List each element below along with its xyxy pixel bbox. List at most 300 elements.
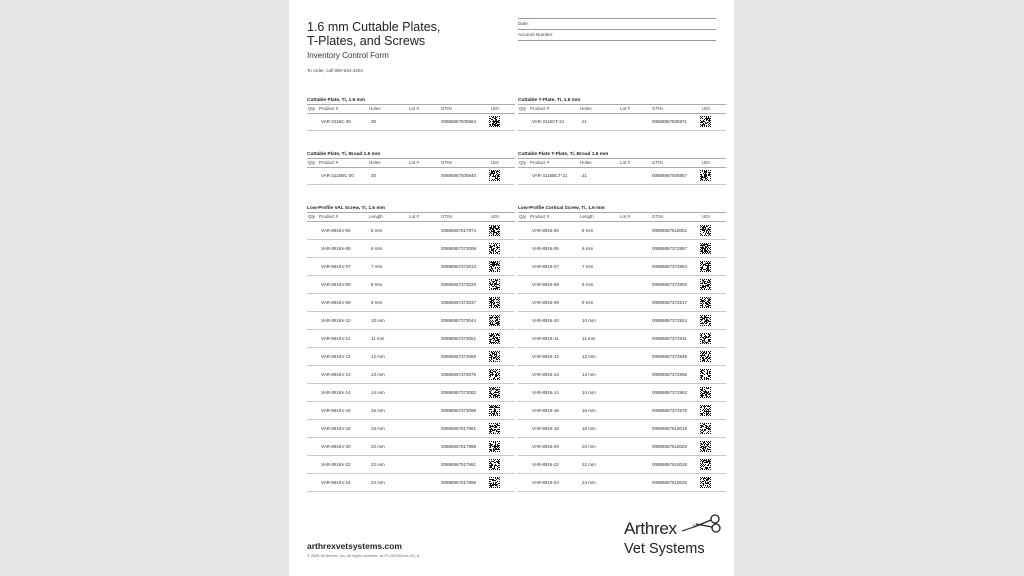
- header-udi: UDI: [491, 106, 499, 111]
- gtin-value: 00888867372924: [652, 318, 688, 323]
- gtin-value: 00888867517998: [441, 480, 477, 485]
- header-lot: Lot #: [409, 214, 420, 219]
- table-row: [307, 384, 515, 402]
- section-cuttable-plate: [307, 97, 515, 131]
- gtin-value: 00888867373020: [441, 282, 477, 287]
- account-number-field[interactable]: Account Number:: [518, 29, 716, 41]
- header-udi: UDI: [491, 214, 499, 219]
- table-row: [518, 456, 726, 474]
- length-value: 16 mm: [371, 408, 385, 413]
- lot-cell[interactable]: [409, 222, 437, 239]
- qty-cell[interactable]: [308, 402, 318, 419]
- gtin-value: 00888867372894: [652, 264, 688, 269]
- product-number: VAR-8916V-12: [321, 354, 351, 359]
- table-row: [518, 330, 726, 348]
- form-subtitle: Inventory Control Form: [307, 51, 389, 60]
- gtin-value: 00888867373013: [441, 264, 477, 269]
- gtin-value: 00888867518018: [652, 426, 688, 431]
- qty-cell[interactable]: [308, 258, 318, 275]
- length-value: 7 mm: [582, 264, 594, 269]
- gtin-value: 00888867505964: [441, 119, 477, 124]
- header-gtin: GTIN: [652, 214, 663, 219]
- title-line-1: 1.6 mm Cuttable Plates,: [307, 20, 441, 34]
- lot-cell[interactable]: [409, 330, 437, 347]
- header-product: Product #: [530, 214, 550, 219]
- table-row: [307, 330, 515, 348]
- section-title: Low-Profile VAL Screw, Ti, 1.6 mm: [307, 206, 385, 211]
- section-title: Low-Profile Cortical Screw, Ti, 1.6 mm: [518, 206, 605, 211]
- length-value: 12 mm: [371, 354, 385, 359]
- udi-barcode-icon: [489, 315, 500, 326]
- gtin-value: 00888867517974: [441, 228, 477, 233]
- lot-cell[interactable]: [620, 294, 648, 311]
- table-row: [518, 366, 726, 384]
- table-header: [307, 158, 515, 168]
- form-page: [289, 0, 734, 576]
- length-value: 10 mm: [582, 318, 596, 323]
- holes-value: 21: [582, 119, 588, 124]
- gtin-value: 00888867518025: [652, 444, 688, 449]
- gtin-value: 00888867517981: [441, 462, 477, 467]
- lot-cell[interactable]: [620, 474, 648, 491]
- section-cuttable-plate-broad: [307, 151, 515, 185]
- header-qty: Qty: [519, 214, 527, 219]
- length-value: 18 mm: [371, 426, 385, 431]
- lot-cell[interactable]: [620, 348, 648, 365]
- holes-value: 30: [371, 173, 377, 178]
- product-number: VAR-8916V-06: [321, 246, 351, 251]
- qty-cell[interactable]: [308, 168, 318, 184]
- qty-cell[interactable]: [308, 330, 318, 347]
- table-row: [307, 276, 515, 294]
- udi-barcode-icon: [489, 279, 500, 290]
- gtin-value: 00888867518025: [652, 480, 688, 485]
- udi-barcode-icon: [700, 477, 711, 488]
- qty-cell[interactable]: [519, 438, 529, 455]
- scissors-icon: [678, 513, 724, 535]
- lot-cell[interactable]: [409, 384, 437, 401]
- lot-cell[interactable]: [620, 366, 648, 383]
- lot-cell[interactable]: [620, 168, 648, 184]
- header-lot: Lot #: [409, 160, 420, 165]
- qty-cell[interactable]: [308, 294, 318, 311]
- length-value: 12 mm: [582, 354, 596, 359]
- lot-cell[interactable]: [409, 168, 437, 184]
- gtin-value: 00888867517998: [441, 444, 477, 449]
- lot-cell[interactable]: [620, 420, 648, 437]
- qty-cell[interactable]: [308, 366, 318, 383]
- lot-cell[interactable]: [620, 276, 648, 293]
- udi-barcode-icon: [489, 116, 500, 127]
- length-value: 8 mm: [371, 282, 383, 287]
- qty-cell[interactable]: [519, 402, 529, 419]
- table-row: [307, 168, 515, 185]
- udi-barcode-icon: [489, 369, 500, 380]
- table-row: [518, 258, 726, 276]
- holes-value: 30: [371, 119, 377, 124]
- section-lp-cortical-screw: [518, 205, 726, 492]
- table-row: [307, 222, 515, 240]
- length-value: 20 mm: [371, 444, 385, 449]
- lot-cell[interactable]: [409, 366, 437, 383]
- table-row: [307, 402, 515, 420]
- product-number: VAR-8916-14: [532, 390, 559, 395]
- header-length: Length: [580, 214, 594, 219]
- table-row: [307, 366, 515, 384]
- header-lot: Lot #: [409, 106, 420, 111]
- length-value: 11 mm: [371, 336, 385, 341]
- arthrex-logo: [623, 513, 723, 565]
- product-number: VAR-8916V-05: [321, 228, 351, 233]
- qty-cell[interactable]: [519, 330, 529, 347]
- qty-cell[interactable]: [308, 474, 318, 491]
- table-header: [307, 212, 515, 222]
- header-udi: UDI: [702, 106, 710, 111]
- length-value: 13 mm: [371, 372, 385, 377]
- logo-wordmark: Arthrex: [624, 519, 677, 538]
- qty-cell[interactable]: [308, 114, 318, 130]
- length-value: 22 mm: [371, 462, 385, 467]
- lot-cell[interactable]: [620, 384, 648, 401]
- lot-cell[interactable]: [620, 240, 648, 257]
- header-qty: Qty: [308, 106, 316, 111]
- header-product: Product #: [530, 160, 550, 165]
- table-row: [518, 168, 726, 185]
- table-row: [518, 312, 726, 330]
- holes-value: 21: [582, 173, 588, 178]
- product-number: VAR-8916-24: [532, 480, 559, 485]
- table-row: [307, 456, 515, 474]
- gtin-value: 00888867372917: [652, 300, 688, 305]
- length-value: 10 mm: [371, 318, 385, 323]
- qty-cell[interactable]: [519, 474, 529, 491]
- table-row: [518, 222, 726, 240]
- qty-cell[interactable]: [519, 240, 529, 257]
- header-gtin: GTIN: [441, 106, 452, 111]
- length-value: 24 mm: [582, 480, 596, 485]
- table-row: [307, 348, 515, 366]
- header-product: Product #: [319, 106, 339, 111]
- udi-barcode-icon: [489, 423, 500, 434]
- length-value: 11 mm: [582, 336, 596, 341]
- product-number: VAR-3116C-30: [321, 119, 351, 124]
- header-lot: Lot #: [620, 160, 631, 165]
- udi-barcode-icon: [489, 297, 500, 308]
- section-cuttable-tplate-broad: [518, 151, 726, 185]
- header-gtin: GTIN: [441, 160, 452, 165]
- gtin-value: 00888867372962: [652, 390, 688, 395]
- table-row: [307, 474, 515, 492]
- lot-cell[interactable]: [620, 438, 648, 455]
- lot-cell[interactable]: [620, 114, 648, 130]
- table-header: [307, 104, 515, 114]
- lot-cell[interactable]: [409, 258, 437, 275]
- header-udi: UDI: [702, 214, 710, 219]
- qty-cell[interactable]: [308, 240, 318, 257]
- product-number: VAR-8916V-20: [321, 444, 351, 449]
- length-value: 9 mm: [582, 300, 594, 305]
- gtin-value: 00888867517981: [441, 426, 477, 431]
- qty-cell[interactable]: [519, 276, 529, 293]
- table-row: [518, 240, 726, 258]
- udi-barcode-icon: [700, 405, 711, 416]
- product-number: VAR-3116CT-21: [532, 119, 565, 124]
- table-row: [518, 276, 726, 294]
- udi-barcode-icon: [700, 279, 711, 290]
- date-field[interactable]: Date:: [518, 18, 716, 29]
- gtin-value: 00888867373082: [441, 390, 477, 395]
- table-row: [518, 474, 726, 492]
- qty-cell[interactable]: [519, 456, 529, 473]
- gtin-value: 00888867518018: [652, 462, 688, 467]
- section-title: Cuttable Plate, Ti, Broad 1.6 mm: [307, 152, 381, 157]
- lot-cell[interactable]: [409, 114, 437, 130]
- product-number: VAR-8916V-07: [321, 264, 351, 269]
- length-value: 14 mm: [582, 390, 596, 395]
- product-number: VAR-8916-09: [532, 300, 559, 305]
- length-value: 18 mm: [582, 426, 596, 431]
- length-value: 16 mm: [582, 408, 596, 413]
- udi-barcode-icon: [700, 116, 711, 127]
- table-row: [307, 312, 515, 330]
- lot-cell[interactable]: [409, 420, 437, 437]
- table-row: [307, 240, 515, 258]
- udi-barcode-icon: [489, 225, 500, 236]
- table-row: [518, 114, 726, 131]
- product-number: VAR-8916V-10: [321, 318, 351, 323]
- udi-barcode-icon: [489, 170, 500, 181]
- qty-cell[interactable]: [308, 438, 318, 455]
- qty-cell[interactable]: [308, 384, 318, 401]
- lot-cell[interactable]: [620, 402, 648, 419]
- lot-cell[interactable]: [620, 222, 648, 239]
- qty-cell[interactable]: [519, 222, 529, 239]
- udi-barcode-icon: [700, 423, 711, 434]
- udi-barcode-icon: [700, 315, 711, 326]
- table-row: [518, 384, 726, 402]
- qty-cell[interactable]: [308, 222, 318, 239]
- udi-barcode-icon: [700, 459, 711, 470]
- table-row: [518, 294, 726, 312]
- section-cuttable-tplate: [518, 97, 726, 131]
- gtin-value: 00888867373037: [441, 300, 477, 305]
- header-holes: Holes: [369, 160, 381, 165]
- product-number: VAR-8916-13: [532, 372, 559, 377]
- gtin-value: 00888867505971: [652, 119, 688, 124]
- product-number: VAR-8916-11: [532, 336, 559, 341]
- table-row: [307, 114, 515, 131]
- udi-barcode-icon: [489, 351, 500, 362]
- page-title: [307, 20, 440, 48]
- header-product: Product #: [530, 106, 550, 111]
- gtin-value: 00888867372887: [652, 246, 688, 251]
- udi-barcode-icon: [489, 261, 500, 272]
- lot-cell[interactable]: [409, 240, 437, 257]
- product-number: VAR-8916V-09: [321, 300, 351, 305]
- product-number: VAR-8916-05: [532, 228, 559, 233]
- product-number: VAR-3116BCT-21: [532, 173, 568, 178]
- lot-cell[interactable]: [620, 258, 648, 275]
- lot-cell[interactable]: [409, 438, 437, 455]
- product-number: VAR-8916V-24: [321, 480, 351, 485]
- product-number: VAR-3116BC-30: [321, 173, 354, 178]
- gtin-value: 00888867372900: [652, 282, 688, 287]
- qty-cell[interactable]: [308, 456, 318, 473]
- table-row: [307, 420, 515, 438]
- qty-cell[interactable]: [519, 384, 529, 401]
- gtin-value: 00888867373051: [441, 336, 477, 341]
- website-link[interactable]: arthrexvetsystems.com: [307, 541, 402, 551]
- header-length: Length: [369, 214, 383, 219]
- udi-barcode-icon: [489, 477, 500, 488]
- udi-barcode-icon: [700, 351, 711, 362]
- product-number: VAR-8916-07: [532, 264, 559, 269]
- table-row: [307, 294, 515, 312]
- product-number: VAR-8916V-18: [321, 426, 351, 431]
- gtin-value: 00888867505957: [652, 173, 688, 178]
- qty-cell[interactable]: [519, 258, 529, 275]
- product-number: VAR-8916-20: [532, 444, 559, 449]
- table-row: [518, 438, 726, 456]
- length-value: 22 mm: [582, 462, 596, 467]
- lot-cell[interactable]: [409, 312, 437, 329]
- udi-barcode-icon: [700, 441, 711, 452]
- gtin-value: 00888867373075: [441, 372, 477, 377]
- section-lp-val-screw: [307, 205, 515, 492]
- product-number: VAR-8916-18: [532, 426, 559, 431]
- header-udi: UDI: [491, 160, 499, 165]
- length-value: 7 mm: [371, 264, 383, 269]
- product-number: VAR-8916V-22: [321, 462, 351, 467]
- length-value: 6 mm: [371, 246, 383, 251]
- lot-cell[interactable]: [409, 456, 437, 473]
- product-number: VAR-8916V-14: [321, 390, 351, 395]
- header-qty: Qty: [519, 106, 527, 111]
- length-value: 8 mm: [582, 282, 594, 287]
- lot-cell[interactable]: [620, 330, 648, 347]
- header-holes: Holes: [580, 106, 592, 111]
- order-phone: To order, call 800-934-4404: [307, 68, 363, 73]
- header-lot: Lot #: [620, 214, 631, 219]
- header-qty: Qty: [308, 214, 316, 219]
- udi-barcode-icon: [700, 297, 711, 308]
- table-row: [518, 420, 726, 438]
- table-header: [518, 158, 726, 168]
- udi-barcode-icon: [700, 170, 711, 181]
- gtin-value: 00888867373006: [441, 246, 477, 251]
- table-header: [518, 212, 726, 222]
- udi-barcode-icon: [489, 333, 500, 344]
- header-gtin: GTIN: [441, 214, 452, 219]
- udi-barcode-icon: [700, 243, 711, 254]
- header-product: Product #: [319, 214, 339, 219]
- product-number: VAR-8916V-13: [321, 372, 351, 377]
- udi-barcode-icon: [700, 387, 711, 398]
- header-qty: Qty: [308, 160, 316, 165]
- lot-cell[interactable]: [620, 312, 648, 329]
- qty-cell[interactable]: [519, 114, 529, 130]
- qty-cell[interactable]: [519, 294, 529, 311]
- qty-cell[interactable]: [308, 312, 318, 329]
- udi-barcode-icon: [489, 243, 500, 254]
- qty-cell[interactable]: [519, 168, 529, 184]
- product-number: VAR-8916-22: [532, 462, 559, 467]
- length-value: 14 mm: [371, 390, 385, 395]
- gtin-value: 00888867505940: [441, 173, 477, 178]
- product-number: VAR-8916V-11: [321, 336, 351, 341]
- product-number: VAR-8916-08: [532, 282, 559, 287]
- length-value: 9 mm: [371, 300, 383, 305]
- section-title: Cuttable Plate, Ti, 1.6 mm: [307, 98, 366, 103]
- header-lot: Lot #: [620, 106, 631, 111]
- lot-cell[interactable]: [409, 294, 437, 311]
- table-header: [518, 104, 726, 114]
- qty-cell[interactable]: [308, 348, 318, 365]
- length-value: 5 mm: [371, 228, 383, 233]
- header-udi: UDI: [702, 160, 710, 165]
- table-row: [307, 258, 515, 276]
- qty-cell[interactable]: [519, 312, 529, 329]
- udi-barcode-icon: [489, 387, 500, 398]
- lot-cell[interactable]: [620, 456, 648, 473]
- product-number: VAR-8916V-08: [321, 282, 351, 287]
- copyright-text: © 2025-06 Arthrex, Inc. All rights reserved. ss-F1-090183-en-US_A: [307, 554, 420, 558]
- udi-barcode-icon: [489, 459, 500, 470]
- header-qty: Qty: [519, 160, 527, 165]
- lot-cell[interactable]: [409, 402, 437, 419]
- qty-cell[interactable]: [519, 348, 529, 365]
- gtin-value: 00888867373068: [441, 354, 477, 359]
- gtin-value: 00888867518001: [652, 228, 688, 233]
- title-line-2: T-Plates, and Screws: [307, 34, 426, 48]
- gtin-value: 00888867372948: [652, 354, 688, 359]
- length-value: 24 mm: [371, 480, 385, 485]
- product-number: VAR-8916-12: [532, 354, 559, 359]
- header-holes: Holes: [580, 160, 592, 165]
- section-title: Cuttable T-Plate, Ti, 1.6 mm: [518, 98, 581, 103]
- gtin-value: 00888867373099: [441, 408, 477, 413]
- gtin-value: 00888867372979: [652, 408, 688, 413]
- qty-cell[interactable]: [519, 366, 529, 383]
- header-gtin: GTIN: [652, 160, 663, 165]
- table-row: [307, 438, 515, 456]
- gtin-value: 00888867373044: [441, 318, 477, 323]
- logo-subtitle: Vet Systems: [624, 541, 705, 557]
- table-row: [518, 402, 726, 420]
- lot-cell[interactable]: [409, 276, 437, 293]
- logo-registered: ®: [693, 524, 696, 528]
- lot-cell[interactable]: [409, 348, 437, 365]
- qty-cell[interactable]: [308, 276, 318, 293]
- header-gtin: GTIN: [652, 106, 663, 111]
- length-value: 20 mm: [582, 444, 596, 449]
- udi-barcode-icon: [700, 333, 711, 344]
- product-number: VAR-8916-06: [532, 246, 559, 251]
- section-title: Cuttable Plate T-Plate, Ti, Broad 1.6 mm: [518, 152, 609, 157]
- product-number: VAR-8916-16: [532, 408, 559, 413]
- gtin-value: 00888867372955: [652, 372, 688, 377]
- qty-cell[interactable]: [519, 420, 529, 437]
- lot-cell[interactable]: [409, 474, 437, 491]
- qty-cell[interactable]: [308, 420, 318, 437]
- length-value: 6 mm: [582, 246, 594, 251]
- length-value: 13 mm: [582, 372, 596, 377]
- product-number: VAR-8916V-16: [321, 408, 351, 413]
- gtin-value: 00888867372931: [652, 336, 688, 341]
- udi-barcode-icon: [489, 405, 500, 416]
- table-row: [518, 348, 726, 366]
- udi-barcode-icon: [700, 225, 711, 236]
